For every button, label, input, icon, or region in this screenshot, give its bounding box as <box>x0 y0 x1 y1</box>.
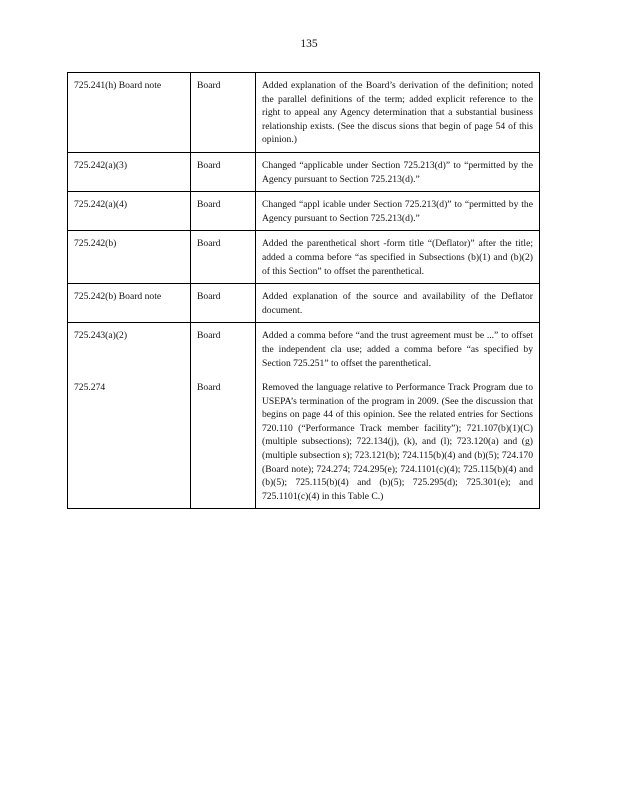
section-cell: 725.242(a)(4) <box>68 192 191 231</box>
source-cell: Board <box>191 323 256 375</box>
source-cell: Board <box>191 73 256 153</box>
table-row <box>68 231 540 284</box>
table-row <box>68 192 540 231</box>
section-cell: 725.242(b) <box>68 231 191 284</box>
source-cell: Board <box>191 152 256 191</box>
section-cell: 725.242(a)(3) <box>68 152 191 191</box>
description-cell: Added the parenthetical short -form title “(Deflator)” after the title; added a comma before “as specified in Subsections (b)(1) and (b)(2) of this Section” to offset the parenthetical. <box>256 231 540 284</box>
description-cell: Added a comma before “and the trust agreement must be ...” to offset the independent cla use; added a comma before “as specified by Section 725.251” to offset the parenthetical. <box>256 323 540 375</box>
section-cell: 725.241(h) Board note <box>68 73 191 153</box>
table-row <box>68 152 540 191</box>
description-cell: Added explanation of the Board’s derivation of the definition; noted the parallel definitions of the term; added explicit reference to the right to appeal any Agency determination that a substantial business relationship exists. (See the discus sions that begin of page 54 of this opinion.) <box>256 73 540 153</box>
section-cell: 725.242(b) Board note <box>68 284 191 323</box>
section-cell: 725.274 <box>68 375 191 509</box>
source-cell: Board <box>191 375 256 509</box>
description-cell: Changed “applicable under Section 725.213(d)” to “permitted by the Agency pursuant to Section 725.213(d).” <box>256 152 540 191</box>
amendments-table <box>67 72 540 509</box>
table-row <box>68 375 540 509</box>
source-cell: Board <box>191 192 256 231</box>
description-cell: Added explanation of the source and availability of the Deflator document. <box>256 284 540 323</box>
description-cell: Removed the language relative to Performance Track Program due to USEPA’s termination of the program in 2009. (See the discussion that begins on page 44 of this opinion. See the related entries for Sections 720.110 (“Performance Track member facility”); 721.107(b)(1)(C) (multiple subsections); 722.134(j), (k), and (l); 723.120(a) and (g) (multiple subsection s); 723.121(b); 724.115(b)(4) and (b)(5); 724.170 (Board note); 724.274; 724.295(e); 724.1101(c)(4); 725.115(b)(4) and (b)(5); 725.115(b)(4) and (b)(5); 725.295(d); 725.301(e); and 725.1101(c)(4) in this Table C.) <box>256 375 540 509</box>
source-cell: Board <box>191 284 256 323</box>
table-row <box>68 284 540 323</box>
table-row <box>68 73 540 153</box>
page-number: 135 <box>300 38 318 50</box>
description-cell: Changed “appl icable under Section 725.213(d)” to “permitted by the Agency pursuant to Section 725.213(d).” <box>256 192 540 231</box>
table-row <box>68 323 540 375</box>
source-cell: Board <box>191 231 256 284</box>
section-cell: 725.243(a)(2) <box>68 323 191 375</box>
